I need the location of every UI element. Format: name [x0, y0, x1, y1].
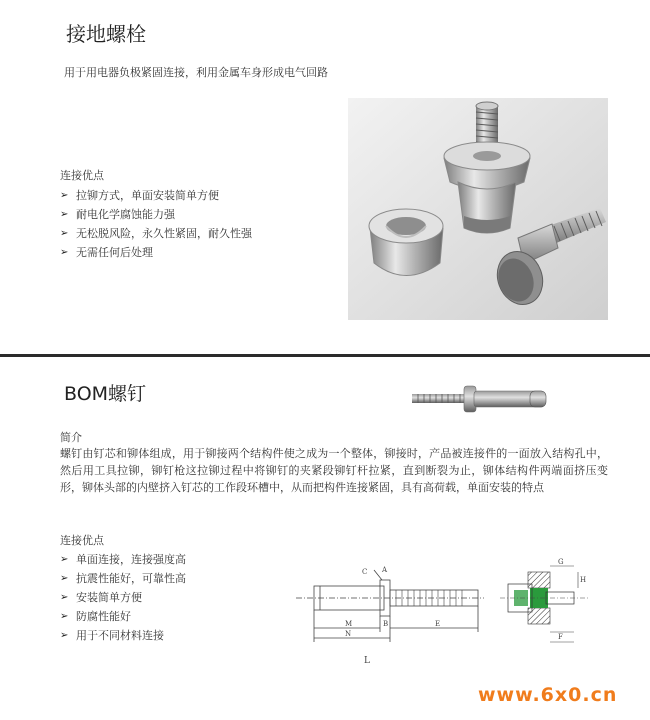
arrow-bullet-icon: ➢	[60, 554, 69, 565]
list-item: ➢ 无松脱风险，永久性紧固，耐久性强	[60, 224, 275, 243]
label-n: N	[345, 630, 352, 638]
intro-heading: 简介	[60, 431, 82, 444]
slide-description: 用于用电器负极紧固连接，利用金属车身形成电气回路	[64, 66, 328, 79]
bom-screw-section-drawing	[500, 558, 590, 653]
arrow-bullet-icon: ➢	[60, 611, 69, 622]
list-item: ➢ 耐电化学腐蚀能力强	[60, 205, 275, 224]
advantages-list	[60, 550, 260, 645]
arrow-bullet-icon: ➢	[60, 630, 69, 641]
arrow-bullet-icon: ➢	[60, 573, 69, 584]
arrow-bullet-icon: ➢	[60, 209, 69, 220]
label-e: E	[435, 620, 441, 628]
list-item: ➢ 防腐性能好	[60, 607, 260, 626]
label-g: G	[558, 558, 564, 566]
bom-screw-photo	[410, 378, 550, 422]
list-item: ➢ 用于不同材料连接	[60, 626, 260, 645]
slide-title: BOM螺钉	[64, 383, 147, 405]
slide-title: 接地螺栓	[66, 22, 146, 46]
list-item: ➢ 无需任何后处理	[60, 243, 275, 262]
label-l: L	[364, 656, 370, 666]
bom-screw-dimension-drawing	[290, 558, 490, 678]
intro-paragraph: 螺钉由钉芯和铆体组成，用于铆接两个结构件使之成为一个整体，铆接时，产品被连接件的一面放入结构孔中，然后用工具拉铆，铆钉枪这拉铆过程中将铆钉的夹紧段铆钉杆拉紧，直到断裂为止，铆体结构件两端面挤压变形，铆体头部的内壁挤入钉芯的工作段环槽中，从而把构件连接紧固，具有高荷载，单面安装的特点	[60, 447, 608, 494]
advantages-heading: 连接优点	[60, 534, 104, 547]
label-a: A	[382, 566, 388, 574]
arrow-bullet-icon: ➢	[60, 592, 69, 603]
advantages-heading: 连接优点	[60, 169, 104, 182]
list-item: ➢ 安装简单方便	[60, 588, 260, 607]
list-item: ➢ 拉铆方式，单面安装简单方便	[60, 186, 275, 205]
label-b: B	[383, 620, 389, 628]
label-m: M	[345, 620, 353, 628]
arrow-bullet-icon: ➢	[60, 247, 69, 258]
list-item: ➢ 抗震性能好，可靠性高	[60, 569, 260, 588]
label-c: C	[362, 568, 368, 576]
watermark: www.6x0.cn	[478, 684, 618, 706]
advantages-list	[60, 186, 275, 262]
slide-ground-bolt	[0, 0, 650, 355]
label-h: H	[580, 576, 587, 584]
list-item: ➢ 单面连接，连接强度高	[60, 550, 260, 569]
ground-bolt-photo	[348, 98, 608, 320]
arrow-bullet-icon: ➢	[60, 190, 69, 201]
label-f: F	[558, 633, 563, 641]
arrow-bullet-icon: ➢	[60, 228, 69, 239]
